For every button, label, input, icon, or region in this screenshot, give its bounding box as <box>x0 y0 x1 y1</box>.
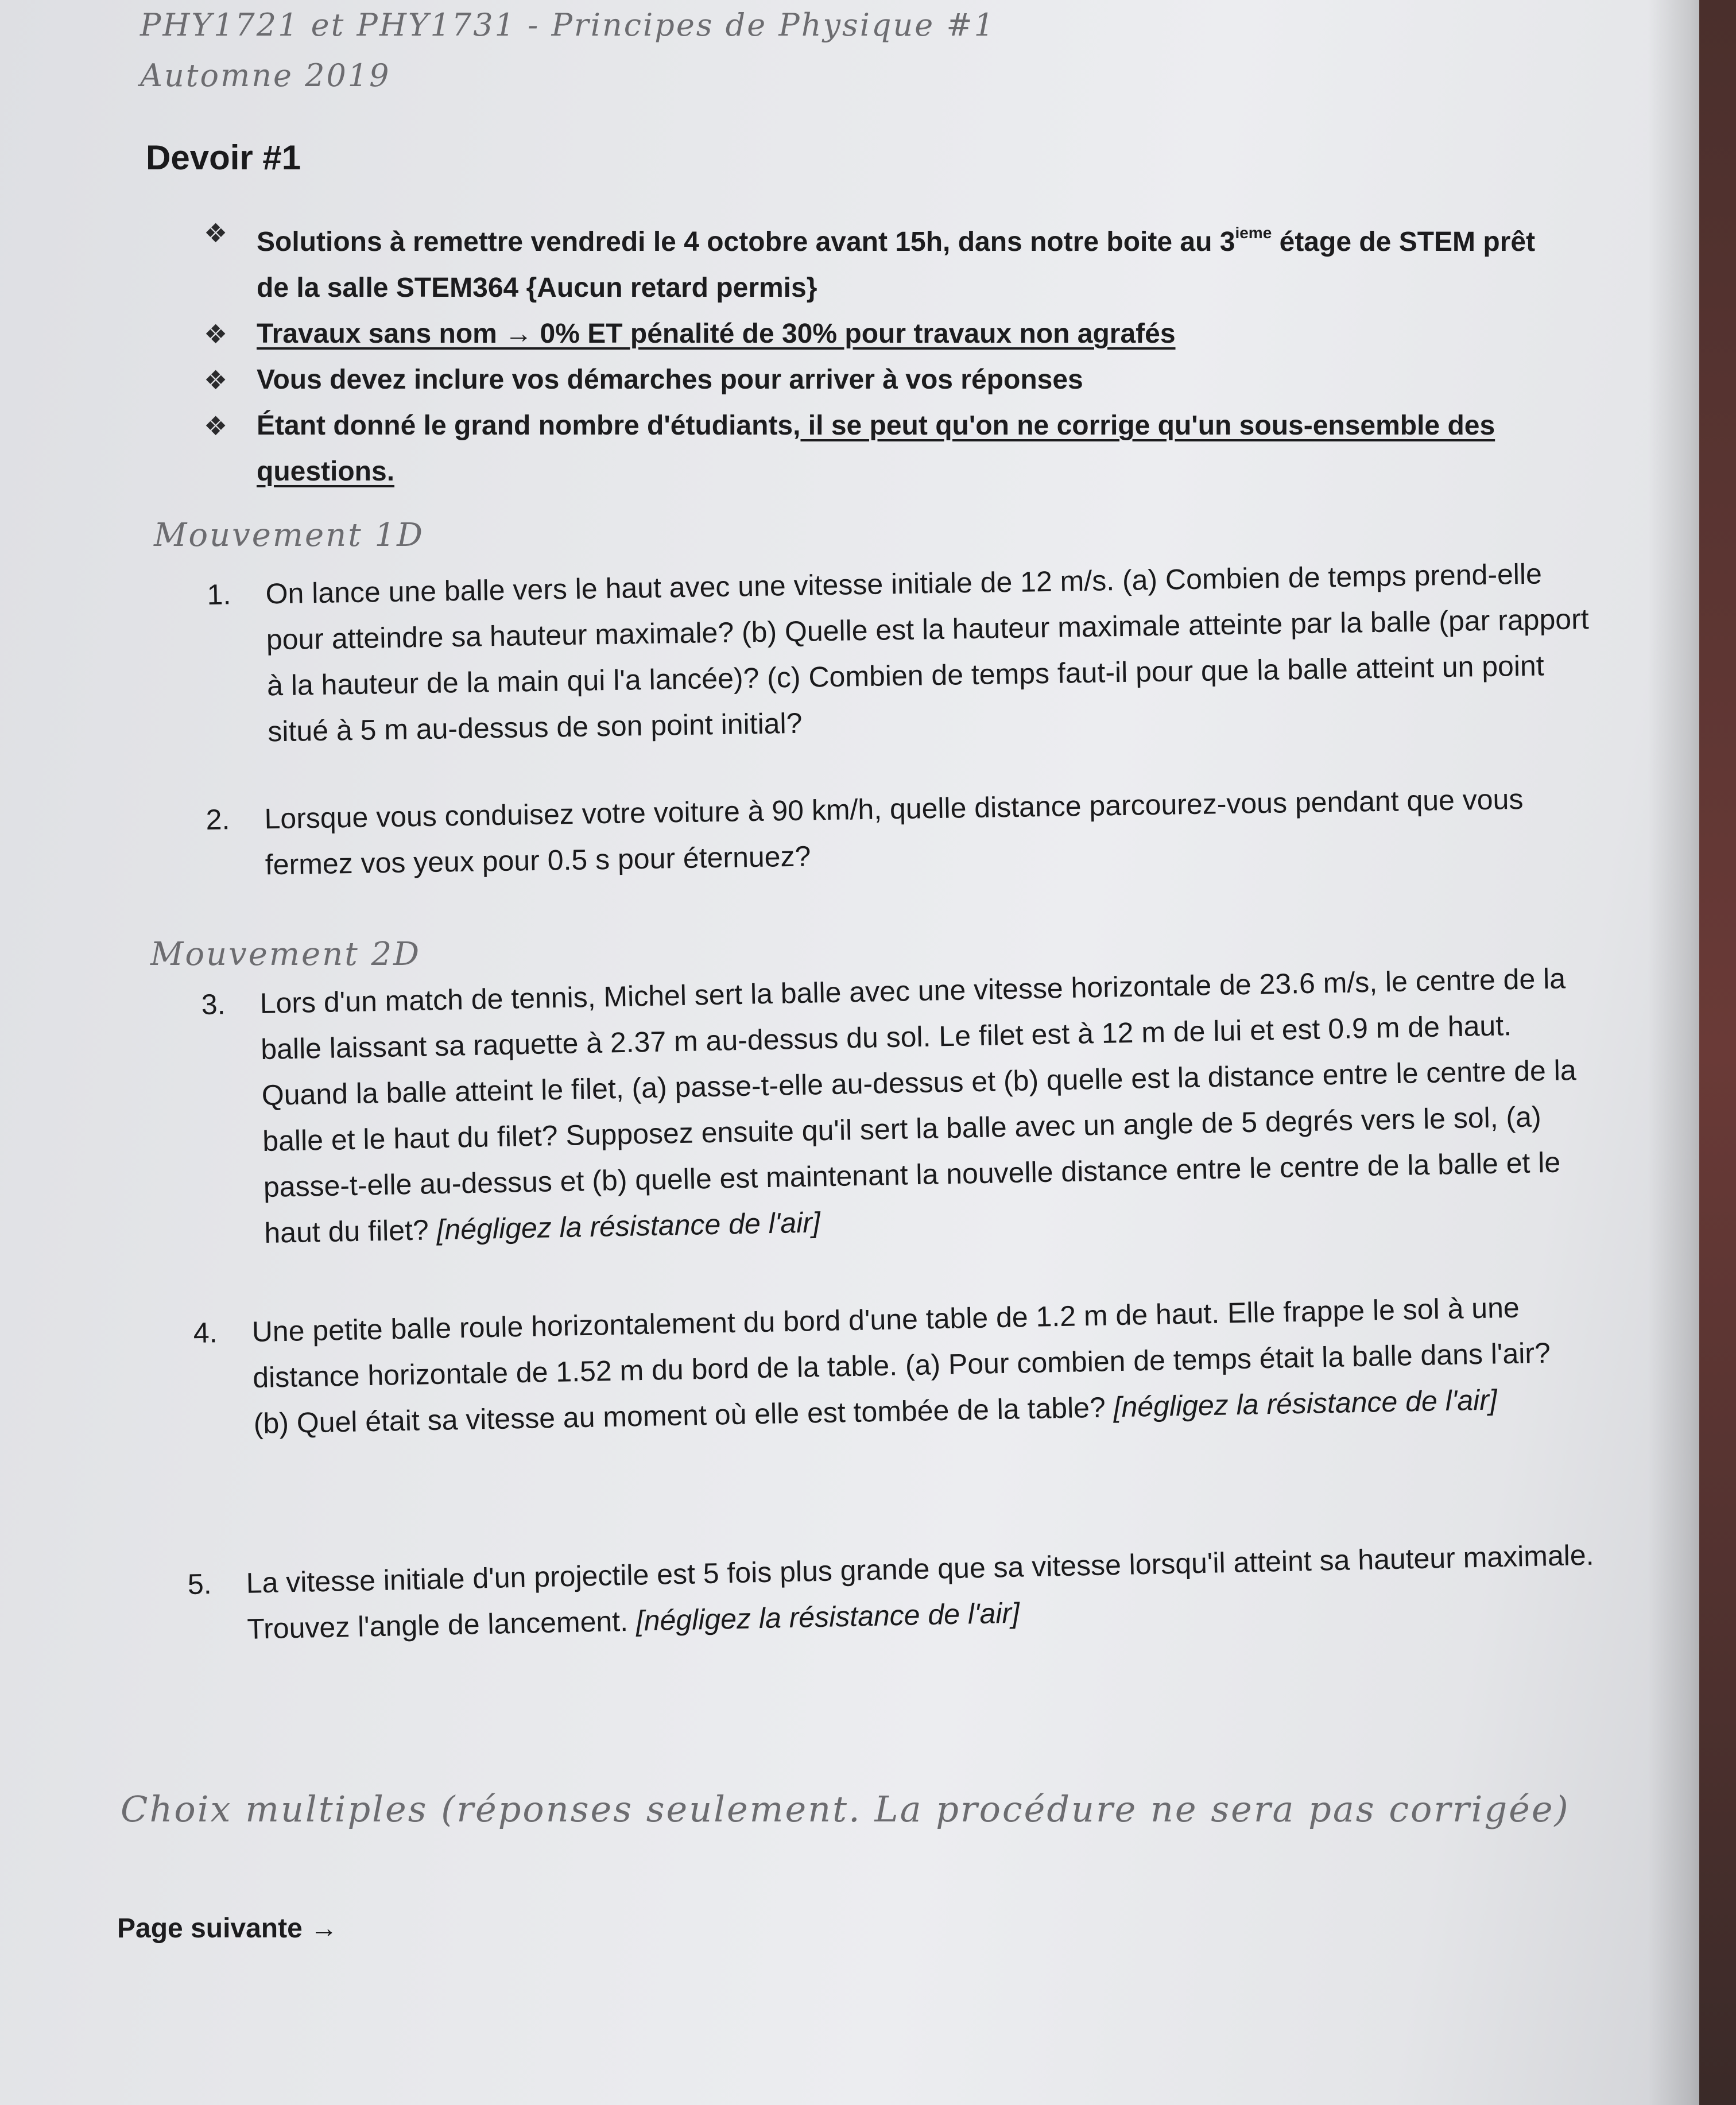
question-note: [négligez la résistance de l'air] <box>1113 1383 1498 1424</box>
four-diamond-bullet-icon: ❖ <box>204 218 228 248</box>
instruction-text-underlined: il se peut qu'on ne corrige qu'un sous-ensemble des questions. <box>257 410 1495 487</box>
question-number: 2. <box>206 803 230 836</box>
question-note: [négligez la résistance de l'air] <box>636 1596 1020 1637</box>
instruction-text-tail: étage de STEM prêt de la salle STEM364 {Aucun retard permis} <box>257 227 1536 303</box>
instruction-text: Vous devez inclure vos démarches pour arriver à vos réponses <box>257 365 1083 395</box>
course-term: Automne 2019 <box>140 57 391 94</box>
instruction-superscript: ieme <box>1235 224 1272 242</box>
instruction-text: Solutions à remettre vendredi le 4 octobre avant 15h, dans notre boite au 3 <box>257 227 1235 257</box>
assignment-title: Devoir #1 <box>146 138 301 177</box>
question-number: 4. <box>193 1316 218 1349</box>
question-number: 3. <box>201 988 226 1021</box>
page-edge-shadow <box>1648 0 1699 2105</box>
instruction-item <box>204 311 1559 357</box>
four-diamond-bullet-icon: ❖ <box>204 319 228 349</box>
four-diamond-bullet-icon: ❖ <box>204 365 228 395</box>
instruction-item <box>204 210 1559 311</box>
question-number: 1. <box>207 578 231 611</box>
question-item <box>206 775 1596 889</box>
question-text: Lors d'un match de tennis, Michel sert la balle avec une vitesse horizontale de 23.6 m/s, le centre de la balle laissant sa raquette à 2.37 m au-dessus du sol. Le filet est à 12 m de lui et est 0.9 m de haut. Quand la balle atteint le filet, (a) passe-t-elle au-dessus et (b) quelle est la distance entre le centre de la balle et le haut du filet? Supposez ensuite qu'il sert la balle avec un angle de 5 degrés vers le sol, (a) passe-t-elle au-dessus et (b) quelle est maintenant la nouvelle distance entre le centre de la balle et le haut du filet? [négligez la résistance de l'air] <box>259 962 1577 1249</box>
question-number: 5. <box>187 1568 212 1600</box>
next-page-label: Page suivante → <box>117 1913 338 1944</box>
question-note: [négligez la résistance de l'air] <box>436 1206 821 1246</box>
question-text: Une petite balle roule horizontalement du bord d'une table de 1.2 m de haut. Elle frappe le sol à une distance horizontale de 1.52 m du bord de la table. (a) Pour combien de temps était la balle dans l'air? (b) Quel était sa vitesse au moment où elle est tombée de la table? [négligez la résistance de l'air] <box>251 1291 1551 1440</box>
instruction-item <box>204 357 1559 403</box>
section-heading-multiple-choice: Choix multiples (réponses seulement. La procédure ne sera pas corrigée) <box>121 1788 1570 1830</box>
instructions-list <box>204 210 1559 495</box>
section-heading-1d: Mouvement 1D <box>154 517 425 554</box>
question-text: On lance une balle vers le haut avec une vitesse initiale de 12 m/s. (a) Combien de temps prend-elle pour atteindre sa hauteur maximale? (b) Quelle est la hauteur maximale atteinte par la balle (par rapport à la hauteur de la main qui l'a lancée)? (c) Combien de temps faut-il pour que la balle atteint un point situé à 5 m au-dessus de son point initial? <box>265 557 1590 748</box>
instruction-item <box>204 403 1559 495</box>
course-title: PHY1721 et PHY1731 - Principes de Physique #1 <box>140 7 996 43</box>
question-item <box>187 1530 1658 1653</box>
question-text: La vitesse initiale d'un projectile est 5 fois plus grande que sa vitesse lorsqu'il atteint sa hauteur maximale. Trouvez l'angle de lancement. [négligez la résistance de l'air] <box>246 1538 1595 1645</box>
four-diamond-bullet-icon: ❖ <box>204 411 228 441</box>
question-text: Lorsque vous conduisez votre voiture à 90 km/h, quelle distance parcourez-vous pendant que vous fermez vos yeux pour 0.5 s pour éternuez? <box>264 782 1524 881</box>
question-item <box>207 550 1599 755</box>
question-item <box>201 955 1595 1257</box>
section-heading-2d: Mouvement 2D <box>150 936 421 973</box>
question-item <box>193 1284 1584 1448</box>
instruction-text: Travaux sans nom → 0% ET pénalité de 30% pour travaux non agrafés <box>257 319 1176 349</box>
instruction-text: Étant donné le grand nombre d'étudiants, <box>257 410 801 441</box>
background-surface <box>1699 0 1736 2105</box>
